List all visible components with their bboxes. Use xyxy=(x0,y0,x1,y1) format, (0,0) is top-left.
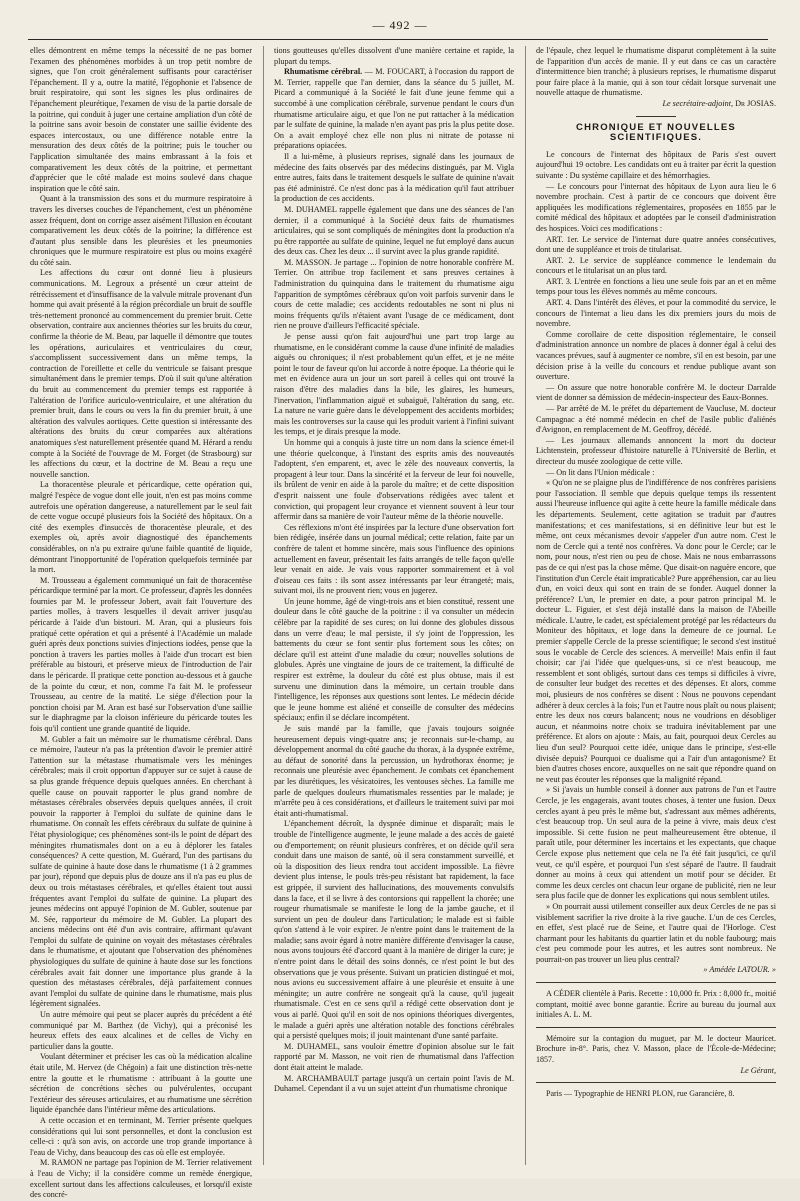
paragraph: L'épanchement décroît, la dyspnée diminue et disparaît; mais le trouble de l'intelligence augmente, le jeune malade a des accès de gaieté ou d'emportement; on réunit plusieurs confrères, et on décide qu'il sera conduit dans une maison de santé, où il sera constamment surveillé, et où la disposition des lieux rendra tout accident impossible. La fièvre devient plus intense, le pouls très-peu résistant bat rapidement, la face est grippée, il survient des hallucinations, des mouvements convulsifs dans la face, et il se livre à des contorsions qui rappellent la chorée; une rougeur rhumatismale se manifeste le long de la jambe gauche, et il survient un peu de douleur dans l'articulation; le malade est si faible qu'on s'attend à le voir expirer. Je n'entre point dans le traitement de la maladie; sans avoir égard à notre manière différente d'envisager la cause, nous avons toujours été d'accord quant à la manière de diriger la cure; je n'entre point dans le détail des soins donnés, ce n'est point le but des observations que je vous présente. Suivant un praticien distingué et moi, nous avions eu successivement affaire à une pleurésie et ensuite à une méningite; un autre confrère ne songeait qu'à la cause, qu'il jugeait rhumatismale. C'est en ce sens qu'il a rédigé cette observation dont je vous ai parlé. Quoi qu'il en soit de nos opinions théoriques divergentes, le malade a guéri après une altération notable des fonctions cérébrales qui a persisté quelques mois; il jouit maintenant d'une santé parfaite. xyxy=(274,819,514,1041)
paragraph: Comme corollaire de cette disposition réglementaire, le conseil d'administration annonce un nombre de places à donner égal à celui des vacances prévues, sauf à augmenter ce nombre, s'il en est besoin, par une décision prise à la veille du concours et rendue publique avant son ouverture. xyxy=(536,329,776,382)
paragraph: M. ARCHAMBAULT partage jusqu'à un certain point l'avis de M. Duhamel. Cependant il a vu un sujet atteint d'un rhumatisme chronique xyxy=(274,1073,514,1094)
paragraph: de l'épaule, chez lequel le rhumatisme disparut complètement à la suite de l'apparition d'un accès de manie. Il y eut dans ce cas un caractère d'intermittence bien tranché; à plusieurs reprises, le rhumatisme disparut pour faire place à la manie, qui à son tour cédait lorsque survenait une nouvelle attaque de rhumatisme. xyxy=(536,46,776,98)
paragraph: elles démontrent en même temps la nécessité de ne pas borner l'examen des phénomènes morbides à un trop petit nombre de signes, que l'on croit généralement suffisants pour caractériser l'épanchement. Il y a, outre la matité, l'égophonie et l'absence de bruit respiratoire, qui sont les signes les plus ordinaires de l'épanchement pleurétique, l'examen de visu de la partie dorsale de la poitrine, qui conduit à juger une certaine ampliation d'un côté de la poitrine sans avoir besoin de constater une saillie évidente des espaces intercostaux, ou une différence notable entre la mensuration des deux côtés de la poitrine; puis le toucher ou l'application simultanée des mains embrassant à la fois et comparativement les deux côtés de la poitrine, et permettant d'apprécier que le côté malade est moins soulevé dans chaque inspiration que le côté sain. xyxy=(30,46,252,193)
rule xyxy=(536,1082,776,1083)
paragraph: La thoracentèse pleurale et péricardique, cette opération qui, malgré l'espèce de vogue dont elle jouit, n'en est pas moins comme autrefois une opération dangereuse, a naturellement par le seul fait de cette vogue occupé plusieurs fois la Société des hôpitaux. On a cité des exemples d'insuccès de thoracentèse pleurale, et des exemples où, après avoir diagnostiqué des épanchements considérables, on n'a pu extraire qu'une faible quantité de liquide, démontrant l'inopportunité de l'opération quelquefois terminée par la mort. xyxy=(30,480,252,575)
paragraph: M. DUHAMEL, sans vouloir émettre d'opinion absolue sur le fait rapporté par M. Masson, ne voit rien de rhumatismal dans l'affection dont était atteint le malade. xyxy=(274,1041,514,1072)
column-2 xyxy=(274,46,514,1169)
paragraph: Un homme qui a conquis à juste titre un nom dans la science émet-il une théorie quelconque, à l'instant des esprits amis des nouveautés l'adoptent, s'en emparent, et, avec le zèle des nouveaux convertis, la propagent à leur tour. Dans la sincérité et la ferveur de leur foi nouvelle, ils brûlent de venir en aide à la parole du maître; et de cette disposition d'esprit naissent une foule d'observations rédigées avec talent et conviction, qui propagent leur croyance et viennent souvent à leur tour affermir dans sa manière de voir l'auteur même de la théorie nouvelle. xyxy=(274,437,514,522)
column-3 xyxy=(536,46,776,1169)
paragraph: » On pourrait aussi utilement conseiller aux deux Cercles de ne pas si visiblement sacrifier la rive droite à la rive gauche. L'un de ces Cercles, en effet, s'est placé rue de Seine, et l'autre quai de l'Horloge. C'est charmant pour les habitants du quartier latin et du noble faubourg; mais c'est peu commode pour les autres, et les autres sont nombreux. Ne pourrait-on pas trouver un lieu plus central? xyxy=(536,901,776,964)
rule xyxy=(536,1027,776,1028)
signature-name: Dr JOSIAS. xyxy=(735,98,776,108)
book-notice: Mémoire sur la contagion du muguet, par M. le docteur Mauricet. Brochure in-8°. Paris, chez V. Masson, place de l'École-de-Médecine; 1857. xyxy=(536,1033,776,1065)
paragraph: Un jeune homme, âgé de vingt-trois ans et bien constitué, ressent une douleur dans le côté gauche de la poitrine : il va consulter un médecin célèbre par la rapidité de ses cures; on lui donne des globules dissous dans un verre d'eau; le mal persiste, il s'y joint de l'oppression, les battements du cœur se font sentir plus fortement sous les côtes; on déclare qu'il est atteint d'une maladie du cœur; nouvelles solutions de globules. Après une vingtaine de jours de ce traitement, la difficulté de respirer est extrême, la douleur du côté est plus obtuse, mais il est survenu une diminution dans la mémoire, un certain trouble dans l'intelligence, les réponses aux questions sont lentes. Le médecin décide que le jeune homme est aliéné et conseille de consulter des médecins spéciaux; enfin il se déclare incompétent. xyxy=(274,596,514,723)
imprint: Paris — Typographie de HENRI PLON, rue Garancière, 8. xyxy=(546,1089,735,1099)
page-number: — 492 — xyxy=(372,18,428,32)
paragraph: — Le concours pour l'internat des hôpitaux de Lyon aura lieu le 6 novembre prochain. C'est à partir de ce concours que doivent être appliquées les modifications réglementaires, proposées en 1855 par le comité médical des hôpitaux et adoptées par le conseil d'administration des hospices. Voici ces modifications : xyxy=(536,181,776,233)
paragraph: Un autre mémoire qui peut se placer auprès du précédent a été communiqué par M. Barthez (de Vichy), qui a préconisé les heureux effets des eaux alcalines et de celles de Vichy en particulier dans la goutte. xyxy=(30,1010,252,1051)
section-title: CHRONIQUE ET NOUVELLES SCIENTIFIQUES. xyxy=(576,121,736,144)
paragraph: Il a lui-même, à plusieurs reprises, signalé dans les journaux de médecine des faits observés par des médecins distingués, par M. Vigla entre autres, faits dans le traitement desquels le sulfate de quinine n'avait pas été administré. Ce n'est donc pas à la médication qu'il faut attribuer la production de ces accidents. xyxy=(274,151,514,204)
article-4: ART. 4. Dans l'intérêt des élèves, et pour la commodité du service, le concours de l'internat a lieu dans les dix premiers jours du mois de novembre. xyxy=(536,298,776,329)
quote-signature: » Amédée LATOUR. » xyxy=(703,965,776,975)
column-divider xyxy=(525,46,526,1165)
paragraph: M. Trousseau a également communiqué un fait de thoracentèse péricardique terminé par la mort. Ce professeur, d'après les données fournies par M. le professeur Jobert, avait fait l'ouverture des parties molles, à travers lesquelles il devait arriver jusqu'au péricarde à l'aide d'un bistouri. M. Aran, qui a plusieurs fois pratiqué cette opération et qui a présenté à l'Académie un malade guéri après deux ponctions suivies d'injections iodées, pense que la ponction à travers les parties molles à l'aide d'un trocart est bien préférable au bistouri, et préserve mieux de l'introduction de l'air dans le péricarde. Il pratique cette ponction au-dessous et à gauche de la pointe du cœur, et non, comme l'a fait M. le professeur Trousseau, au centre de la matité. Le siége d'élection pour la ponction choisi par M. Aran est basé sur l'observation d'une saillie sur le diaphragme par la cloison inférieure du péricarde toutes les fois qu'il contient une grande quantité de liquide. xyxy=(30,575,252,733)
paragraph: — Par arrêté de M. le préfet du département de Vaucluse, M. docteur Campagnac a été nommé médecin en chef de l'asile public d'aliénés d'Avignon, en remplacement de M. Geoffroy, décédé. xyxy=(536,404,776,435)
article-1: ART. 1er. Le service de l'internat dure quatre années consécutives, dont une de suppléance et trois de titularisat. xyxy=(536,234,776,255)
column-1 xyxy=(30,46,252,1200)
paragraph: » Si j'avais un humble conseil à donner aux patrons de l'un et l'autre Cercle, je les engagerais, avant toutes choses, à tenter une fusion. Deux cercles ayant à peu près le même but, s'adressant aux mêmes adhérents, c'est beaucoup trop. Un seul aura de la peine à vivre, mais deux c'est impossible. Si cette fusion ne peut malheureusement être obtenue, il paraît utile, pour déterminer les incertains et les expectants, que chaque Cercle expose plus nettement que cela ne l'a été fait jusqu'ici, ce qu'il veut, ce qu'il espère, et pourquoi l'un s'est séparé de l'autre. Il faudrait donner au moins à ceux qui attendent un motif pour se décider. Et comme les deux cercles ont chacun leur organe de publicité, rien ne leur sera plus facile que de donner les explications qui nous semblent utiles. xyxy=(536,785,776,901)
paragraph: — Les journaux allemands annoncent la mort du docteur Lichtenstein, professeur d'histoire naturelle à l'Université de Berlin, et directeur du musée zoologique de cette ville. xyxy=(536,435,776,466)
rule xyxy=(536,982,776,983)
subheading-rhumatisme: Rhumatisme cérébral. xyxy=(284,67,363,77)
paragraph: Je suis mandé par la famille, que j'avais toujours soignée heureusement depuis vingt-quatre ans; je reconnais sur-le-champ, au développement anormal du côté gauche du thorax, à la dyspnée extrême, au défaut de sonorité dans la percussion, un hydrothorax énorme; je reconnais une pleurésie avec épanchement. Je combats cet épanchement par les diurétiques, les vésicatoires, les ventouses sèches. La famille me parle de quelques douleurs rhumatismales ressenties par le malade; je m'arrête peu à ces considérations, et d'ailleurs le traitement suivi par moi était anti-rhumatismal. xyxy=(274,724,514,818)
paragraph: Les affections du cœur ont donné lieu à plusieurs communications. M. Legroux a présenté un cœur atteint de rétrécissement et d'insuffisance de la valvule mitrale provenant d'un homme qui avait présenté à la région précordiale un bruit de souffle très-nettement prononcé au commencement du premier bruit. Cette observation, contraire aux anciennes théories sur les bruits du cœur, confirme la théorie de M. Beau, par laquelle il démontre que toutes les opérations, auriculaires et ventriculaires du cœur, s'accomplissent successivement dans un même temps, la contraction de l'oreillette et celle du ventricule se faisant presque simultanément dans le premier temps. D'où il suit qu'une altération du bruit au commencement du premier temps est rapportée à l'altération de l'orifice auriculo-ventriculaire, et une altération du premier bruit, dans le cours ou vers la fin du premier bruit, à une altération des valvules aortiques. Cette question si intéressante des altérations des bruits du cœur comparées aux altérations anatomiques s'est naturellement présentée quand M. Hérard a rendu compte à la Société de l'ouvrage de M. Forget (de Strasbourg) sur les affections du cœur, et la doctrine de M. Beau a reçu une nouvelle sanction. xyxy=(30,268,252,479)
paragraph: Quant à la transmission des sons et du murmure respiratoire à travers les diverses couches de l'épanchement, c'est un phénomène assez fréquent, dont on corrige assez aisément l'illusion en écoutant comparativement les deux côtés de la poitrine; la différence est d'autant plus sensible dans les pleurésies et les pneumonies chroniques que le murmure respiratoire est plus ou moins exagéré du côté sain. xyxy=(30,194,252,267)
paragraph-text: — M. FOUCART, à l'occasion du rapport de M. Terrier, rappelle que l'an dernier, dans la séance du 5 juillet, M. Picard a communiqué à la Société le fait d'une jeune femme qui a succombé à une complication cérébrale, survenue pendant le cours d'un rhumatisme articulaire aigu, et que l'on ne put rattacher à la médication par le sulfate de quinine, la malade n'en ayant pas pris la plus petite dose. On a avait employé chez elle non plus ni nitrate de potasse ni préparations opiacées. xyxy=(274,67,515,151)
signature-role: Le secrétaire-adjoint, xyxy=(662,98,734,108)
paragraph: M. MASSON. Je partage ... l'opinion de notre honorable confrère M. Terrier. On attribue trop facilement et sans preuves certaines à l'administration du quinquina dans le traitement du rhumatisme aigu l'apparition de symptômes cérébraux qu'on voit parfois survenir dans le cours de cette maladie; ces accidents redoutables ne sont ni plus ni moins fréquents qu'ils n'étaient avant l'usage de ce médicament, dont rien ne prouve d'ailleurs l'efficacité spéciale. xyxy=(274,257,514,331)
paragraph: M. Gubler a fait un mémoire sur le rhumatisme cérébral. Dans ce mémoire, l'auteur n'a pas la prétention d'avoir le premier attiré l'attention sur la métastase rhumatismale vers les méninges cérébrales; mais il croit opportun d'appuyer sur ce sujet à cause de sa plus grande fréquence depuis quelques années. En cherchant à quelle cause on pouvait rapporter le plus grand nombre de métastases cérébrales observées depuis quelques années, il croit pouvoir la rapporter à l'emploi du sulfate de quinine dans le rhumatisme. On connaît les effets cérébraux du sulfate de quinine à l'état physiologique; ces phénomènes sont-ils le point de départ des méningites rhumatismales dont on a eu à déplorer les fatales conséquences? A cette question, M. Guérard, l'un des partisans du sulfate de quinine à haute dose dans le rhumatisme (1 à 2 grammes par jour), répond que depuis plus de douze ans il n'a pas eu plus de deux ou trois métastases cérébrales, et qu'elles étaient tout aussi fréquentes avant l'emploi du sulfate de quinine. La plupart des jeunes médecins ont appuyé l'opinion de M. Gubler, soutenue par M. Sée, rapporteur du mémoire de M. Gubler. La plupart des anciens médecins ont été d'un avis contraire, affirmant qu'avant l'emploi du sulfate de quinine on voyait des métastases cérébrales dans le rhumatisme, et ajoutant que l'observation des phénomènes physiologiques du sulfate de quinine à haute dose sur les fonctions cérébrales avait fait donner une importance plus grande à la question des métastases cérébrales, déjà parfaitement connues avant l'emploi du sulfate de quinine dans le rhumatisme, mais plus légèrement signalées. xyxy=(30,734,252,1009)
classified-ad: A CÉDER clientèle à Paris. Recette : 10,000 fr. Prix : 8,000 fr., moitié comptant, moitié avec bonne garantie. Écrire au bureau du journal aux initiales A. L. M. xyxy=(536,989,776,1020)
paragraph: A cette occasion et en terminant, M. Terrier présente quelques considérations qui lui sont personnelles, et dont la conclusion est celle-ci : qu'à son avis, on accorde une trop grande importance à l'eau de Vichy, dans beaucoup des cas où elle est employée. xyxy=(30,1115,252,1157)
signature xyxy=(536,99,776,110)
article-2: ART. 2. Le service de suppléance commence le lendemain du concours et le titularisat un an plus tard. xyxy=(536,255,776,276)
paragraph: tions goutteuses qu'elles dissolvent d'une manière certaine et rapide, la plupart du temps. xyxy=(274,46,514,66)
column-divider xyxy=(263,46,264,1165)
paragraph: M. DUHAMEL rappelle également que dans une des séances de l'an dernier, il a communiqué à la Société deux faits de rhumatismes articulaires, qui se sont compliqués de méningites dont la production n'a pu être rapportée au sulfate de quinine, lequel ne fut employé dans aucun des deux cas. Chez les deux ... il survint avec la plus grande rapidité. xyxy=(274,204,514,257)
gerant-label: Le Gérant, xyxy=(740,1065,776,1075)
top-rule xyxy=(28,39,768,40)
paragraph: — On assure que notre honorable confrère M. le docteur Darralde vient de donner sa démission de médecin-inspecteur des Eaux-Bonnes. xyxy=(536,382,776,403)
paragraph: Voulant déterminer et préciser les cas où la médication alcaline était utile, M. Hervez (de Chégoin) a fait une distinction très-nette entre la goutte et le rhumatisme : attribuant à la goutte une sécrétion de concrétions sèches ou pulvérulentes, occupant l'extérieur des séreuses articulaires, et au rhumatisme une sécrétion liquide épanchée dans l'intérieur même des articulations. xyxy=(30,1052,252,1115)
paragraph: Je pense aussi qu'on fait aujourd'hui une part trop large au rhumatisme, en le considérant comme la cause d'une infinité de maladies aiguës ou chroniques; il n'est probablement qu'un effet, et je ne méite point le tour de faveur qu'on lui accorde à notre époque. La théorie qui le met en évidence aura un jour un sort pareil à celles qui ont trouvé la raison d'être des maladies dans la bile, les glaires, les humeurs, l'inervation, l'inflammation aiguë et subaiguë, l'altération du sang, etc. La nature ne varie guère dans le développement des accidents morbides; mais les controverses sur la cause qui les produit varient à l'infini suivant les temps, et je dirais presque la mode. xyxy=(274,332,514,437)
paragraph: — On lit dans l'Union médicale : xyxy=(546,467,655,477)
ornament-divider xyxy=(636,116,676,117)
paragraph: « Qu'on ne se plaigne plus de l'indifférence de nos confrères parisiens pour l'association. Il semble que depuis quelque temps ils ressentent aussi l'heureuse influence qui agite à cette heure la famille médicale dans les départements. Seulement, cette agitation se traduit par d'autres manifestations; et ces manifestations, si en définitive leur but est le même, ont ceux mécanismes devoir s'appeler d'un autre nom. C'est le nom de Cercle qui a tenté nos confrères. Va donc pour le Cercle; car le nom, pour nous, n'est rien ou peu de chose. Mais ne nous embarrassons pas de ce qui n'est pas la chose même. Que disait-on naguère encore, que l'institution d'un Cercle était impraticable? Pure appréhension, car au lieu d'un, en voici deux qui sont en train de se fonder. Auquel donner la préférence? L'un, le premier en date, a pour patron principal M. le docteur L. Figuier, et s'est déjà installé dans la maison de l'Abeille médicale. L'autre, le cadet, est spécialement protégé par les rédacteurs du Moniteur des hôpitaux, et loge dans la demeure de ce journal. Le premier s'appelle Cercle de la presse scientifique; le second s'est institué sous le vocable de Cercle des sciences. A merveille! Mais enfin il faut choisir; car j'ai l'idée que quelques-uns, si ce n'est beaucoup, me ressemblent et sont obligés, surtout dans ces temps si difficiles à vivre, de consulter leur budget des recettes et des dépenses. Et alors, comme moi, plusieurs de nos confrères se disent : Nous ne pouvons cependant adhérer à deux cercles à la fois; l'un et l'autre nous plaît ou nous plaisent; entre les deux nos cœurs balancent; nous ne voudrions en désobliger aucun, et néanmoins notre choix se traduira inévitablement par une préférence. Et alors on ajoute : Mais, au fait, pourquoi deux Cercles au lieu d'un seul? Pourquoi cette idée, unique dans le principe, s'est-elle divisée depuis? Pourquoi ce dualisme qui a l'air d'un antagonisme? Et bien d'autres choses encore, auxquelles on ne sait que répondre quand on ne veut pas écouter les réponses que la malignité répand. xyxy=(536,478,776,784)
paragraph: Le concours de l'internat des hôpitaux de Paris s'est ouvert aujourd'hui 19 octobre. Les candidats ont eu à traiter par écrit la question suivante : Du système capillaire et des hémorrhagies. xyxy=(536,149,776,180)
paragraph: M. RAMON ne partage pas l'opinion de M. Terrier relativement à l'eau de Vichy; il la considère comme un remède énergique, excellent surtout dans les affections calculeuses, et lorsqu'il existe des concré- xyxy=(30,1158,252,1200)
paragraph: Ces réflexions m'ont été inspirées par la lecture d'une observation fort bien rédigée, insérée dans un journal médical; cette relation, faite par un confrère de talent et homme sincère, mais sous l'influence des opinions actuellement en faveur, présentait les faits arrangés de telle façon qu'elle leur venait en aide. Je vais vous rapporter sommairement et à vol d'oiseau ces faits : ils sont assez intéressants par leur étrangeté; mais, suivant moi, ils ne prouvent rien; vous en jugerez. xyxy=(274,522,514,596)
paragraph xyxy=(274,67,514,152)
article-3: ART. 3. L'entrée en fonctions a lieu une seule fois par an et en même temps pour tous les élèves nommés au même concours. xyxy=(536,276,776,297)
